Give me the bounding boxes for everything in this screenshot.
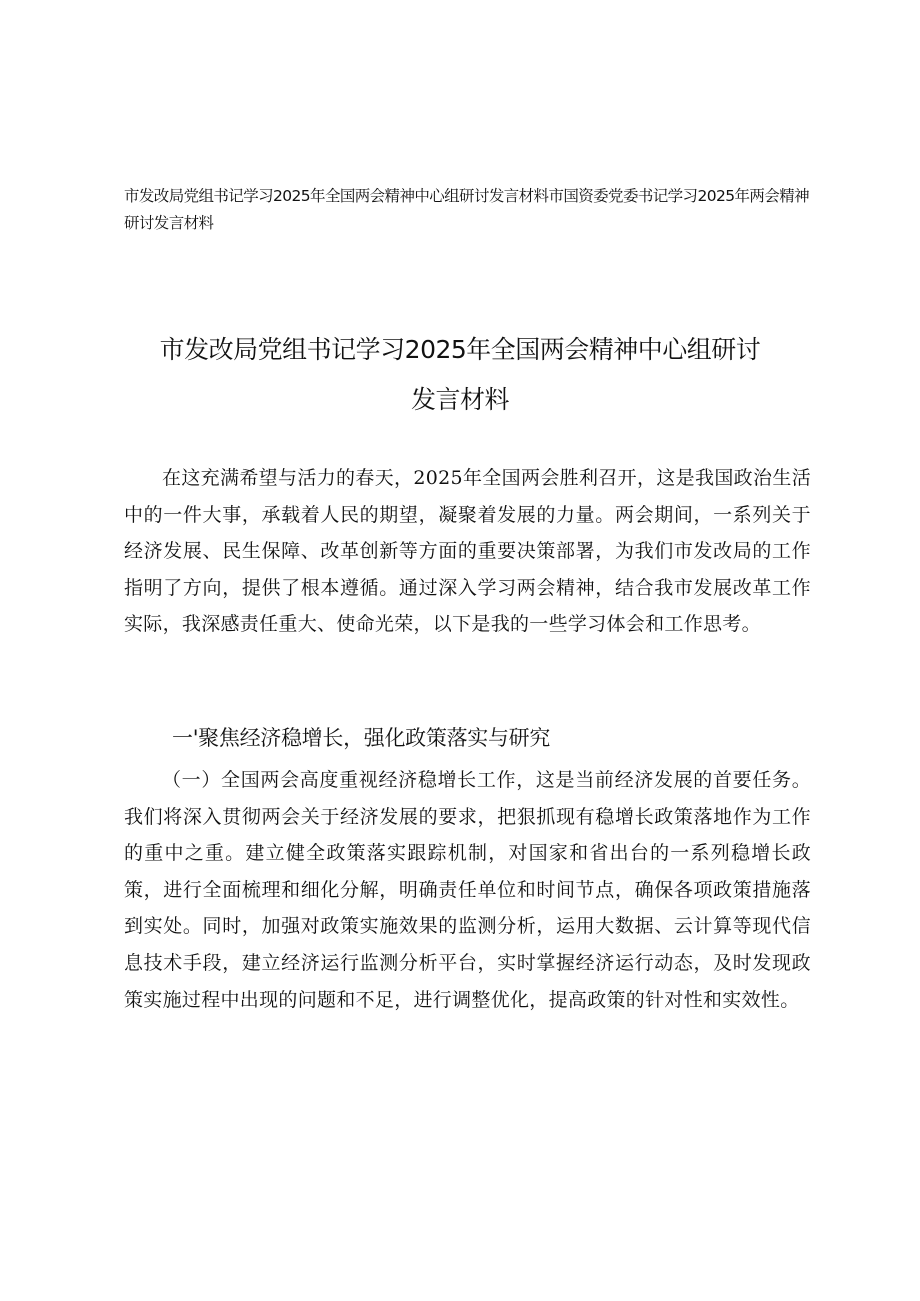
document-title [100, 325, 820, 425]
document-title-line-2: 发言材料 [410, 385, 509, 414]
document-header-title: 市发改局党组书记学习2025年全国两会精神中心组研讨发言材料市国资委党委书记学习2025年两会精神研讨发言材料 [124, 187, 809, 232]
document-title-line-1: 市发改局党组书记学习2025年全国两会精神中心组研讨 [159, 335, 761, 364]
section-1-sub-1-paragraph: （一）全国两会高度重视经济稳增长工作，这是当前经济发展的首要任务。我们将深入贯彻两会关于经济发展的要求，把狠抓现有稳增长政策落地作为工作的重中之重。建立健全政策落实跟踪机制，对国家和省出台的一系列稳增长政策，进行全面梳理和细化分解，明确责任单位和时间节点，确保各项政策措施落到实处。同时，加强对政策实施效果的监测分析，运用大数据、云计算等现代信息技术手段，建立经济运行监测分析平台，实时掌握经济运行动态，及时发现政策实施过程中出现的问题和不足，进行调整优化，提高政策的针对性和实效性。 [124, 769, 811, 1011]
intro-paragraph: 在这充满希望与活力的春天，2025年全国两会胜利召开，这是我国政治生活中的一件大事，承载着人民的期望，凝聚着发展的力量。两会期间，一系列关于经济发展、民生保障、改革创新等方面的重要决策部署，为我们市发改局的工作指明了方向，提供了根本遵循。通过深入学习两会精神，结合我市发展改革工作实际，我深感责任重大、使命光荣，以下是我的一些学习体会和工作思考。 [124, 467, 811, 636]
section-heading-1: 一'聚焦经济稳增长，强化政策落实与研究 [172, 726, 551, 750]
